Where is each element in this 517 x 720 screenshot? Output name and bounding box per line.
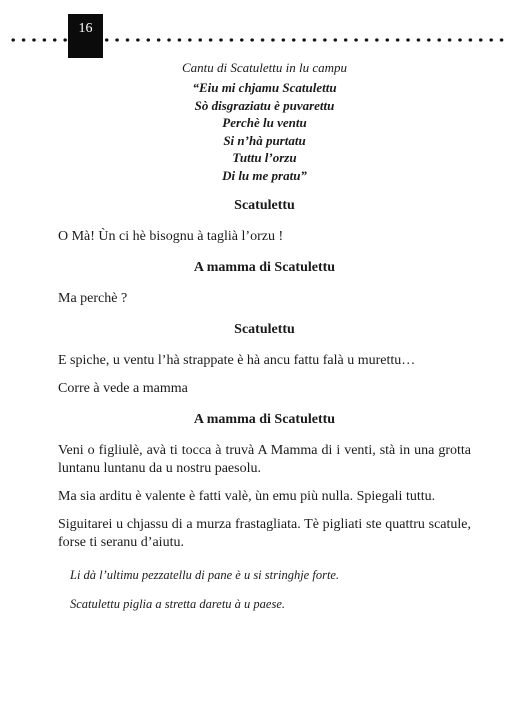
verse-line: “Eiu mi chjamu Scatulettu xyxy=(192,80,337,95)
stage-direction: Scatulettu piglia a stretta daretu à u paese. xyxy=(70,597,286,611)
speaker-heading: A mamma di Scatulettu xyxy=(193,260,336,275)
stage-direction: Li dà l’ultimu pezzatellu di pane è u si stringhje forte. xyxy=(70,568,340,582)
speaker-heading: A mamma di Scatulettu xyxy=(193,412,336,427)
verse-line: Di lu me pratu” xyxy=(222,167,307,183)
page-content xyxy=(58,60,471,626)
speaker-heading: Scatulettu xyxy=(234,322,295,337)
dialogue-line: Ma sia arditu è valente è fatti valè, ùn emu più nulla. Spiegali tuttu. xyxy=(58,489,436,504)
page-number: 16 xyxy=(78,21,93,36)
verse-line: Perchè lu ventu xyxy=(222,115,307,130)
song-verse xyxy=(58,79,471,184)
dialogue-line: O Mà! Ùn ci hè bisognu à taglià l’orzu ! xyxy=(58,229,284,244)
dialogue-line: Veni o figliulè, avà ti tocca à truvà A Mamma di i venti, stà in una grotta luntanu luntanu da u nostru paesolu. xyxy=(58,443,471,476)
dialogue-line: Ma perchè ? xyxy=(58,291,128,306)
page-number-tab xyxy=(68,14,103,58)
dialogue-line: Siguitarei u chjassu di a murza frastagliata. Tè pigliati ste quattru scatule, forse ti seranu d’aiutu. xyxy=(58,517,471,550)
dialogue-line: E spiche, u ventu l’hà strappate è hà ancu fattu falà u murettu… xyxy=(58,353,416,368)
verse-line: Sò disgraziatu è puvarettu xyxy=(194,97,335,113)
song-intro: Cantu di Scatulettu in lu campu xyxy=(181,60,347,75)
dialogue-line: Corre à vede a mamma xyxy=(58,381,188,396)
speaker-heading: Scatulettu xyxy=(234,198,295,213)
verse-line: Si n’hà purtatu xyxy=(223,132,306,148)
verse-line: Tuttu l’orzu xyxy=(232,150,297,165)
